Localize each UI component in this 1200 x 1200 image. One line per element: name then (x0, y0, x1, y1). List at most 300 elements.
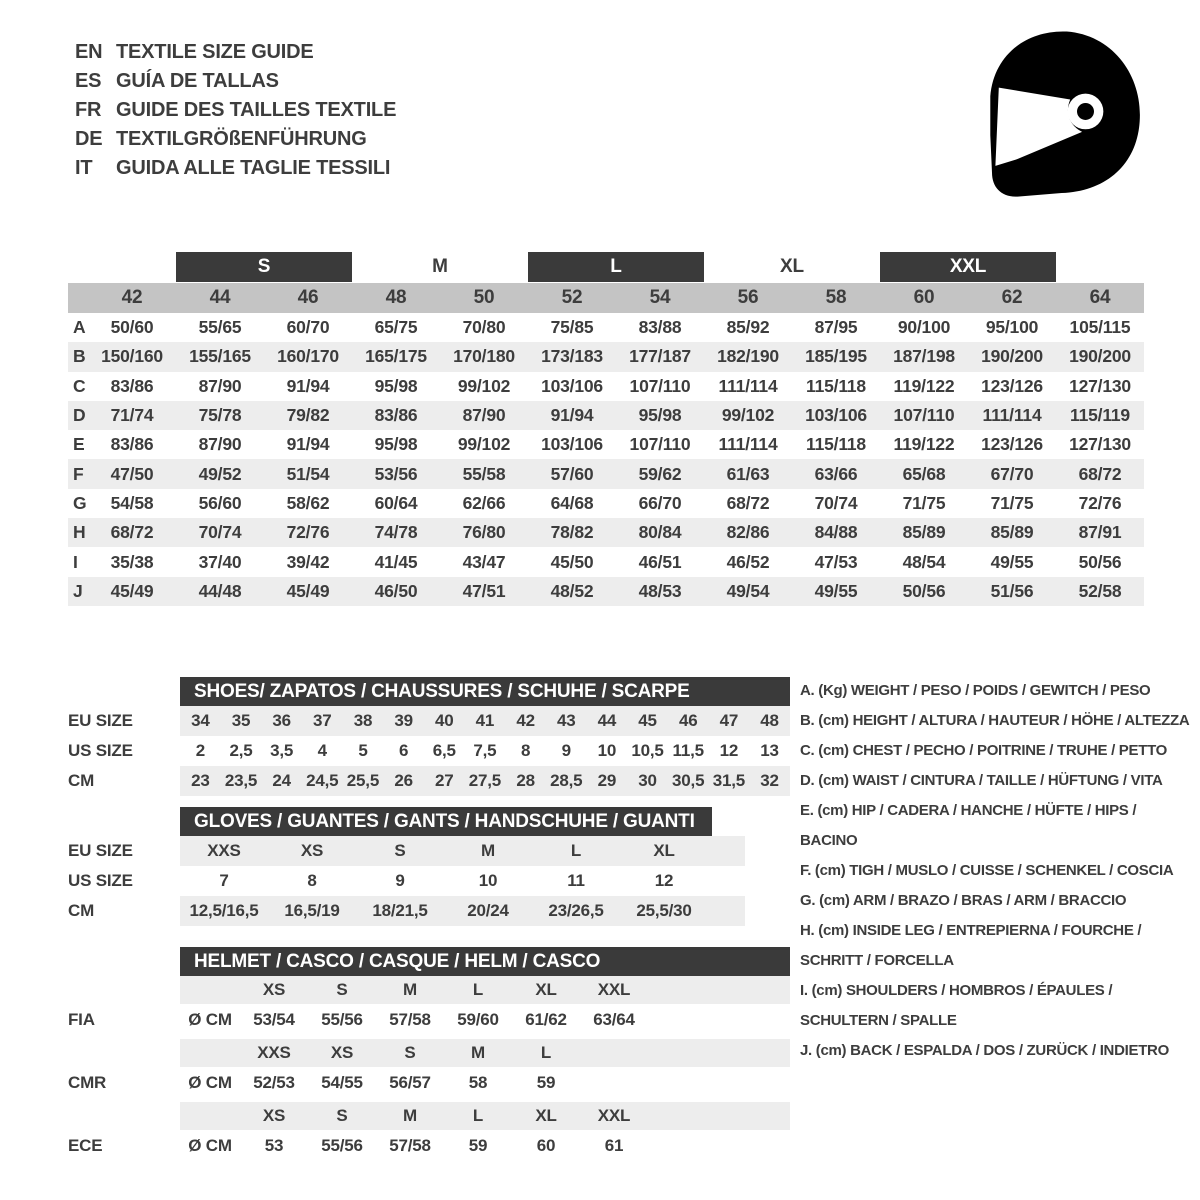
language-row (75, 154, 396, 183)
gloves-size-value: 7 (219, 871, 229, 890)
measurement-value: 123/126 (981, 434, 1043, 455)
measurement-value: 75/78 (198, 405, 242, 426)
measurement-value: 111/114 (718, 434, 778, 455)
helmet-size-value (180, 1039, 240, 1067)
measurement-value: 84/88 (814, 522, 858, 543)
measurement-value: 95/98 (374, 434, 418, 455)
shoes-size-value: 5 (358, 741, 368, 760)
helmet-size-value: 55/56 (321, 1136, 363, 1155)
helmet-size-value: 57/58 (389, 1136, 431, 1155)
measurement-value: 52/58 (1078, 580, 1122, 601)
helmet-size-value: 59/60 (457, 1010, 499, 1029)
measurement-value: 123/126 (981, 375, 1043, 396)
size-group-xxl: XXL (880, 252, 1056, 282)
legend-item: A. (Kg) WEIGHT / PESO / POIDS / GEWITCH / PESO (800, 682, 1151, 699)
measurement-value: 55/58 (462, 463, 506, 484)
measurement-row-values (88, 464, 1144, 485)
measurement-value: 50/60 (110, 317, 154, 338)
shoes-size-value: 31,5 (712, 771, 745, 790)
measurement-value: 37/40 (198, 551, 242, 572)
guide-title: TEXTILE SIZE GUIDE (116, 41, 314, 63)
size-number: 60 (913, 287, 935, 308)
measurement-row-values (88, 552, 1144, 573)
measurement-row-values (88, 405, 1144, 426)
measurement-value: 91/94 (286, 375, 330, 396)
measurement-value: 47/50 (110, 463, 154, 484)
gloves-size-value: 12 (654, 871, 674, 890)
gloves-size-value: 20/24 (467, 901, 509, 920)
measurement-value: 87/95 (814, 317, 858, 338)
helmet-size-value: 57/58 (389, 1010, 431, 1029)
shoes-size-value: 45 (638, 711, 657, 730)
gloves-row (68, 836, 745, 866)
measurement-value: 57/60 (550, 463, 594, 484)
measurement-value: 59/62 (638, 463, 682, 484)
measurement-value: 99/102 (721, 405, 775, 426)
helmet-row-label: CMR (68, 1073, 107, 1092)
measurement-value: 103/106 (805, 405, 867, 426)
helmet-size-value: 59 (468, 1136, 488, 1155)
measurement-row-letter: G (73, 492, 87, 513)
measurement-row-values (88, 317, 1144, 338)
garment-size-table (68, 252, 1144, 606)
measurement-value: 51/56 (990, 580, 1034, 601)
gloves-size-value: XL (653, 841, 675, 860)
shoes-size-value: 28 (516, 771, 535, 790)
measurement-value: 150/160 (101, 346, 163, 367)
measurement-value: 48/53 (638, 580, 682, 601)
shoes-size-value: 13 (760, 741, 779, 760)
size-group-m: M (432, 256, 448, 277)
shoes-size-value: 27 (435, 771, 454, 790)
measurement-value: 182/190 (717, 346, 779, 367)
size-number: 44 (209, 287, 231, 308)
gloves-row-values (180, 896, 745, 926)
shoes-size-value: 23 (191, 771, 210, 790)
language-code: EN (75, 41, 103, 63)
guide-title: GUIDE DES TAILLES TEXTILE (116, 99, 397, 121)
legend-item: B. (cm) HEIGHT / ALTURA / HAUTEUR / HÖHE / ALTEZZA (800, 712, 1190, 729)
measurement-value: 105/115 (1069, 317, 1131, 338)
measurement-value: 99/102 (457, 434, 511, 455)
measurement-value: 71/75 (990, 492, 1034, 513)
helmet-row-values (180, 1039, 790, 1067)
measurement-value: 50/56 (902, 580, 946, 601)
measurement-value: 65/75 (374, 317, 418, 338)
gloves-size-value: XS (300, 841, 324, 860)
measurement-row-letter: E (73, 434, 85, 455)
helmet-size-value (180, 1102, 240, 1130)
size-number: 56 (737, 287, 759, 308)
guide-title: GUÍA DE TALLAS (116, 70, 279, 92)
measurement-row (68, 459, 1144, 488)
measurement-value: 39/42 (286, 551, 330, 572)
shoes-size-value: 36 (272, 711, 291, 730)
shoes-row (68, 706, 790, 736)
measurement-value: 127/130 (1069, 434, 1131, 455)
measurement-value: 68/72 (1078, 463, 1122, 484)
gloves-size-value: 25,5/30 (636, 901, 692, 920)
shoes-size-value: 27,5 (468, 771, 502, 790)
helmet-size-value: 53 (264, 1136, 284, 1155)
helmet-size-value: XS (262, 980, 286, 999)
measurement-row-letter: H (73, 522, 86, 543)
measurement-value: 119/122 (893, 434, 955, 455)
measurement-rows (68, 313, 1144, 606)
helmet-row (68, 1004, 790, 1036)
shoes-size-value: 30,5 (672, 771, 705, 790)
shoes-size-value: 6 (398, 741, 409, 760)
measurement-row (68, 342, 1144, 371)
legend-item: H. (cm) INSIDE LEG / ENTREPIERNA / FOURCHE / SCHRITT / FORCELLA (800, 922, 1142, 969)
measurement-value: 53/56 (374, 463, 418, 484)
measurement-value: 71/74 (110, 405, 154, 426)
shoes-title-bar: SHOES/ ZAPATOS / CHAUSSURES / SCHUHE / SCARPE (180, 677, 790, 706)
helmet-size-value: S (336, 1106, 348, 1125)
size-number: 58 (825, 287, 847, 308)
measurement-value: 60/64 (374, 492, 418, 513)
shoes-size-value: 47 (719, 711, 739, 730)
helmet-size-value: L (472, 980, 484, 999)
measurement-value: 70/74 (814, 492, 858, 513)
gloves-size-value: M (481, 841, 495, 860)
shoes-size-value: 10 (597, 741, 617, 760)
measurement-value: 49/55 (814, 580, 858, 601)
measurement-value: 190/200 (981, 346, 1043, 367)
measurement-value: 67/70 (990, 463, 1034, 484)
shoes-size-value: 2 (195, 741, 205, 760)
measurement-value: 107/110 (893, 405, 955, 426)
gloves-row-label: CM (68, 901, 95, 920)
measurement-value: 46/52 (726, 551, 770, 572)
measurement-row (68, 401, 1144, 430)
legend-item: E. (cm) HIP / CADERA / HANCHE / HÜFTE / HIPS / BACINO (800, 802, 1137, 849)
measurement-row-letter: B (73, 346, 86, 367)
measurement-value: 47/53 (814, 551, 858, 572)
measurement-value: 115/118 (806, 434, 866, 455)
measurement-value: 111/114 (982, 405, 1042, 426)
shoes-size-value: 25,5 (346, 771, 380, 790)
measurement-value: 177/187 (629, 346, 691, 367)
measurement-value: 85/89 (990, 522, 1034, 543)
shoes-size-value: 38 (353, 711, 373, 730)
helmet-row-label (68, 976, 180, 1004)
measurement-row (68, 489, 1144, 518)
size-group-row (68, 252, 1144, 282)
measurement-value: 72/76 (286, 522, 330, 543)
measurement-value: 60/70 (286, 317, 330, 338)
measurement-value: 66/70 (638, 492, 682, 513)
shoes-size-value: 24,5 (306, 771, 339, 790)
legend-item: G. (cm) ARM / BRAZO / BRAS / ARM / BRACCIO (800, 892, 1127, 909)
shoes-size-value: 46 (678, 711, 698, 730)
shoes-size-value: 44 (597, 711, 617, 730)
helmet-size-value: S (336, 980, 348, 999)
language-row (75, 67, 396, 96)
measurement-value: 74/78 (374, 522, 418, 543)
size-number: 48 (385, 287, 407, 308)
measurement-value: 160/170 (277, 346, 339, 367)
gloves-size-value: 11 (567, 871, 585, 890)
legend-item: C. (cm) CHEST / PECHO / POITRINE / TRUHE / PETTO (800, 742, 1168, 759)
measurement-value: 83/86 (110, 434, 154, 455)
size-number: 64 (1089, 287, 1111, 308)
helmet-table (68, 947, 790, 1165)
helmet-row-values (180, 1102, 790, 1130)
measurement-value: 85/92 (726, 317, 770, 338)
measurement-value: 95/100 (985, 317, 1039, 338)
legend-item: F. (cm) TIGH / MUSLO / CUISSE / SCHENKEL / COSCIA (800, 862, 1174, 879)
shoes-size-value: 37 (313, 711, 332, 730)
size-group-l: L (528, 252, 704, 282)
measurement-value: 80/84 (638, 522, 682, 543)
measurement-value: 72/76 (1078, 492, 1122, 513)
measurement-row-letter: C (73, 375, 86, 396)
shoes-row-label: CM (68, 771, 95, 790)
measurement-value: 46/50 (374, 580, 418, 601)
shoes-size-value: 4 (317, 741, 327, 760)
helmet-size-value (580, 1067, 648, 1099)
measurement-value: 44/48 (198, 580, 242, 601)
measurement-value: 165/175 (365, 346, 427, 367)
helmet-size-value: 53/54 (253, 1010, 295, 1029)
legend-item: D. (cm) WAIST / CINTURA / TAILLE / HÜFTUNG / VITA (800, 772, 1163, 789)
gloves-rows (68, 836, 745, 926)
helmet-size-value: M (403, 1106, 417, 1125)
measurement-value: 187/198 (893, 346, 955, 367)
measurement-value: 91/94 (286, 434, 330, 455)
gloves-size-value: 23/26,5 (548, 901, 604, 920)
measurement-value: 48/52 (550, 580, 594, 601)
measurement-value: 49/52 (198, 463, 242, 484)
shoes-row (68, 736, 790, 766)
measurement-value: 46/51 (638, 551, 682, 572)
helmet-size-value: S (404, 1043, 416, 1062)
shoes-row-values (180, 706, 790, 736)
shoes-size-value: 12 (719, 741, 739, 760)
measurement-value: 79/82 (286, 405, 330, 426)
helmet-size-value: 59 (536, 1073, 556, 1092)
helmet-row (68, 1067, 790, 1099)
helmet-size-value: Ø CM (188, 1136, 232, 1155)
measurement-value: 82/86 (726, 522, 770, 543)
language-row (75, 125, 396, 154)
size-number: 46 (297, 287, 319, 308)
measurement-value: 49/55 (990, 551, 1034, 572)
shoes-size-value: 3,5 (270, 741, 294, 760)
helmet-row-label (68, 1102, 180, 1130)
measurement-value: 65/68 (902, 463, 946, 484)
measurement-row-values (88, 376, 1144, 397)
measurement-value: 68/72 (110, 522, 154, 543)
gloves-row-label: EU SIZE (68, 841, 133, 860)
language-row (75, 96, 396, 125)
shoes-row (68, 766, 790, 796)
gloves-row-values (180, 836, 745, 866)
measurement-value: 103/106 (541, 434, 603, 455)
measurement-value: 87/90 (198, 434, 242, 455)
measurement-row (68, 430, 1144, 459)
helmet-row (68, 976, 790, 1004)
helmet-size-value: Ø CM (188, 1010, 232, 1029)
gloves-row (68, 896, 745, 926)
gloves-row (68, 866, 745, 896)
gloves-size-value: 10 (478, 871, 498, 890)
helmet-size-value (180, 976, 240, 1004)
measurement-value: 91/94 (550, 405, 594, 426)
gloves-title-bar: GLOVES / GUANTES / GANTS / HANDSCHUHE / GUANTI (180, 807, 712, 836)
helmet-size-value: L (472, 1106, 484, 1125)
measurement-value: 111/114 (718, 375, 778, 396)
helmet-row (68, 1039, 790, 1067)
gloves-size-value: 9 (395, 871, 405, 890)
measurement-value: 87/90 (198, 375, 242, 396)
gloves-size-value: 8 (307, 871, 317, 890)
measurement-value: 51/54 (286, 463, 330, 484)
helmet-size-value: 61 (604, 1136, 624, 1155)
shoes-row-values (180, 736, 790, 766)
measurement-value: 119/122 (893, 375, 955, 396)
measurement-value: 56/60 (198, 492, 242, 513)
measurement-row-values (88, 434, 1144, 455)
helmet-size-value: 63/64 (593, 1010, 635, 1029)
measurement-row-letter: J (73, 580, 83, 601)
shoes-size-value: 43 (556, 711, 576, 730)
measurement-row-letter: D (73, 405, 86, 426)
shoes-size-value: 35 (231, 711, 251, 730)
helmet-size-value: M (471, 1043, 485, 1062)
measurement-row-values (88, 522, 1144, 543)
helmet-size-value: 54/55 (321, 1073, 363, 1092)
measurement-value: 95/98 (638, 405, 682, 426)
measurement-value: 54/58 (110, 492, 154, 513)
guide-title: TEXTILGRÖßENFÜHRUNG (116, 128, 367, 150)
language-row (75, 38, 396, 67)
helmet-size-value (580, 1039, 648, 1067)
gloves-size-value: L (570, 841, 582, 860)
measurement-value: 50/56 (1078, 551, 1122, 572)
size-number-header (68, 283, 1144, 313)
measurement-value: 87/90 (462, 405, 506, 426)
measurement-value: 71/75 (902, 492, 946, 513)
shoes-size-value: 29 (597, 771, 617, 790)
helmet-size-value: XL (535, 980, 557, 999)
helmet-size-value: L (540, 1043, 552, 1062)
measurement-row-letter: I (73, 551, 78, 572)
measurement-value: 64/68 (550, 492, 594, 513)
measurement-value: 63/66 (814, 463, 858, 484)
measurement-value: 83/86 (374, 405, 418, 426)
shoes-size-value: 24 (272, 771, 291, 790)
shoes-size-value: 32 (760, 771, 779, 790)
helmet-size-value: 60 (536, 1136, 556, 1155)
measurement-value: 68/72 (726, 492, 770, 513)
legend-item: J. (cm) BACK / ESPALDA / DOS / ZURÜCK / INDIETRO (800, 1042, 1169, 1059)
measurement-value: 83/88 (638, 317, 682, 338)
measurement-row (68, 547, 1144, 576)
helmet-size-value: XS (262, 1106, 286, 1125)
helmet-size-value: Ø CM (188, 1073, 232, 1092)
measurement-value: 83/86 (110, 375, 154, 396)
shoes-size-value: 10,5 (631, 741, 664, 760)
shoes-size-value: 40 (435, 711, 454, 730)
helmet-size-value: XXL (597, 980, 631, 999)
shoes-size-value: 42 (516, 711, 535, 730)
shoes-size-value: 34 (191, 711, 210, 730)
measurement-row-values (88, 346, 1144, 367)
helmet-size-value: 55/56 (321, 1010, 363, 1029)
measurement-value: 45/49 (110, 580, 154, 601)
shoes-size-value: 11,5 (672, 741, 704, 760)
helmet-title-bar: HELMET / CASCO / CASQUE / HELM / CASCO (180, 947, 790, 976)
helmet-size-value: XL (535, 1106, 557, 1125)
shoes-size-value: 9 (561, 741, 571, 760)
shoes-size-value: 23,5 (224, 771, 258, 790)
shoes-rows (68, 706, 790, 796)
helmet-row (68, 1102, 790, 1130)
gloves-row-label: US SIZE (68, 871, 133, 890)
size-group-xl: XL (780, 256, 804, 277)
measurement-value: 115/118 (806, 375, 866, 396)
shoes-size-value: 7,5 (473, 741, 497, 760)
measurement-value: 41/45 (374, 551, 418, 572)
language-code: FR (75, 99, 102, 121)
guide-title: GUIDA ALLE TAGLIE TESSILI (116, 157, 391, 179)
size-number: 52 (561, 287, 583, 308)
gloves-row-values (180, 866, 745, 896)
measurement-value: 61/63 (726, 463, 770, 484)
shoes-size-value: 8 (520, 741, 531, 760)
measurement-row-values (88, 493, 1144, 514)
size-number: 54 (649, 287, 671, 308)
helmet-size-value: XXS (257, 1043, 291, 1062)
shoes-row-label: US SIZE (68, 741, 133, 760)
helmet-row-label (68, 1039, 180, 1067)
measurement-value: 170/180 (453, 346, 515, 367)
measurement-value: 43/47 (462, 551, 506, 572)
helmet-row-values (180, 1130, 790, 1162)
size-number: 50 (473, 287, 495, 308)
helmet-row-label: FIA (68, 1010, 95, 1029)
measurement-legend (800, 676, 1192, 1066)
legend-item: I. (cm) SHOULDERS / HOMBROS / ÉPAULES / SCHULTERN / SPALLE (800, 982, 1113, 1029)
gloves-table (68, 807, 745, 926)
measurement-value: 190/200 (1069, 346, 1131, 367)
measurement-value: 35/38 (110, 551, 154, 572)
language-code: ES (75, 70, 102, 92)
shoes-size-value: 26 (394, 771, 413, 790)
measurement-value: 95/98 (374, 375, 418, 396)
helmet-row-values (180, 1067, 790, 1099)
helmet-row-values (180, 1004, 790, 1036)
measurement-value: 87/91 (1078, 522, 1122, 543)
size-number: 62 (1001, 287, 1023, 308)
measurement-value: 45/49 (286, 580, 330, 601)
helmet-row (68, 1130, 790, 1162)
measurement-value: 49/54 (726, 580, 770, 601)
gloves-size-value: 12,5/16,5 (189, 901, 259, 920)
helmet-size-value: 52/53 (253, 1073, 295, 1092)
measurement-value: 85/89 (902, 522, 946, 543)
measurement-value: 107/110 (629, 434, 691, 455)
helmet-row-values (180, 976, 790, 1004)
shoes-size-value: 41 (475, 711, 495, 730)
size-number: 42 (121, 287, 143, 308)
helmet-icon (975, 28, 1145, 200)
measurement-value: 115/119 (1070, 405, 1130, 426)
shoes-row-values (180, 766, 790, 796)
measurement-value: 48/54 (902, 551, 946, 572)
